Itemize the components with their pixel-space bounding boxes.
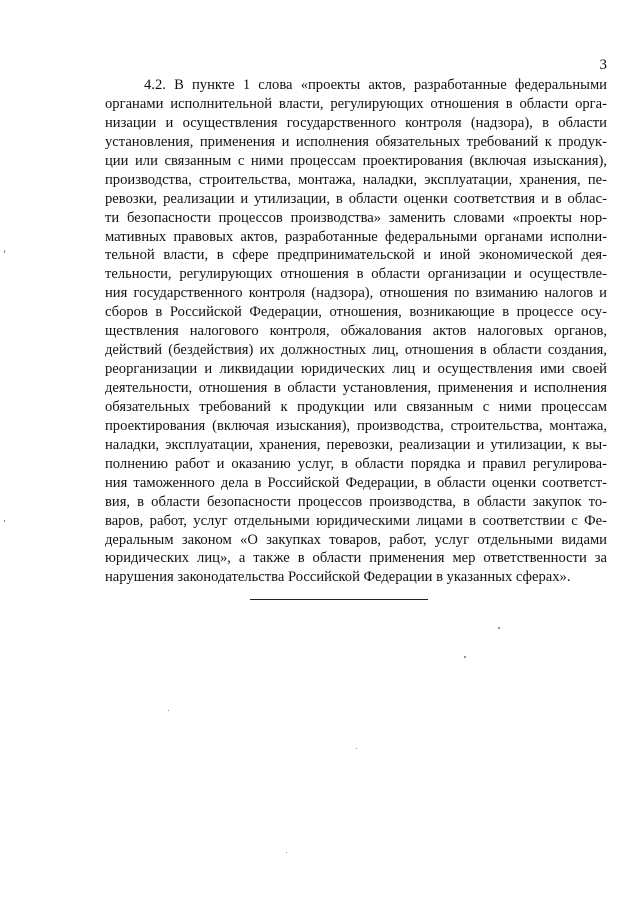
paragraph-line: производства, строительства, монтажа, наладки, эксплуатации, хранения, пе-	[105, 171, 607, 188]
scan-artifact	[4, 520, 5, 522]
scan-artifact	[4, 250, 5, 253]
paragraph-line: установления, применения и исполнения обязательных требований к продук-	[105, 133, 607, 150]
paragraph-line: ществления налогового контроля, обжалования актов налоговых органов,	[105, 323, 607, 340]
paragraph-line: действий (бездействия) их должностных лиц, отношения в области создания,	[105, 342, 607, 359]
page-number: 3	[599, 57, 607, 73]
paragraph-line: ния таможенного дела в Российской Федерации, в области оценки соответст-	[105, 474, 607, 491]
scan-speck	[498, 627, 500, 629]
section-divider	[250, 599, 428, 600]
paragraph-line: тельной власти, в сфере предпринимательской и иной экономической дея-	[105, 247, 607, 264]
paragraph-line: органами исполнительной власти, регулирующих отношения в области орга-	[105, 95, 607, 112]
paragraph-line: вия, в области безопасности процессов производства, в области закупок то-	[105, 493, 607, 510]
paragraph-line: ти безопасности процессов производства» заменить словами «проекты нор-	[105, 209, 607, 226]
paragraph-line: ции или связанным с ними процессам проектирования (включая изыскания),	[105, 152, 607, 169]
paragraph-line: обязательных требований к продукции или связанным с ними процессам	[105, 398, 607, 415]
paragraph-line: деральным законом «О закупках товаров, работ, услуг отдельными видами	[105, 531, 607, 548]
paragraph-line: 4.2. В пункте 1 слова «проекты актов, разработанные федеральными	[144, 77, 607, 93]
paragraph-line: наладки, эксплуатации, хранения, перевозки, реализации и утилизации, к вы-	[105, 436, 607, 453]
paragraph-line: деятельности, отношения в области установления, применения и исполнения	[105, 380, 607, 396]
paragraph-line: проектирования (включая изыскания), производства, строительства, монтажа,	[105, 417, 607, 434]
paragraph-line: полнению работ и оказанию услуг, в области порядка и правил регулирова-	[105, 455, 607, 472]
paragraph-line: ревозки, реализации и утилизации, в области оценки соответствия и в облас-	[105, 190, 607, 207]
paragraph-line: варов, работ, услуг отдельными юридическими лицами в соответствии с Фе-	[105, 512, 607, 529]
paragraph-line: реорганизации и ликвидации юридических лиц и осуществления ими своей	[105, 361, 607, 378]
paragraph-line: юридических лиц», а также в области применения мер ответственности за	[105, 550, 607, 567]
scan-speck	[464, 656, 466, 658]
scan-speck	[286, 852, 287, 853]
scan-speck	[356, 748, 357, 749]
paragraph-line: низации и осуществления государственного контроля (надзора), в области	[105, 114, 607, 131]
paragraph-line: сборов в Российской Федерации, отношения, возникающие в процессе осу-	[105, 304, 607, 321]
paragraph-line: мативных правовых актов, разработанные федеральными органами исполни-	[105, 228, 607, 245]
paragraph-line: тельности, регулирующих отношения в области организации и осуществле-	[105, 266, 607, 283]
paragraph-4-2	[105, 76, 607, 587]
scan-speck	[168, 710, 169, 711]
paragraph-line: ния государственного контроля (надзора), отношения по взиманию налогов и	[105, 285, 607, 302]
paragraph-line: нарушения законодательства Российской Федерации в указанных сферах».	[105, 569, 571, 586]
